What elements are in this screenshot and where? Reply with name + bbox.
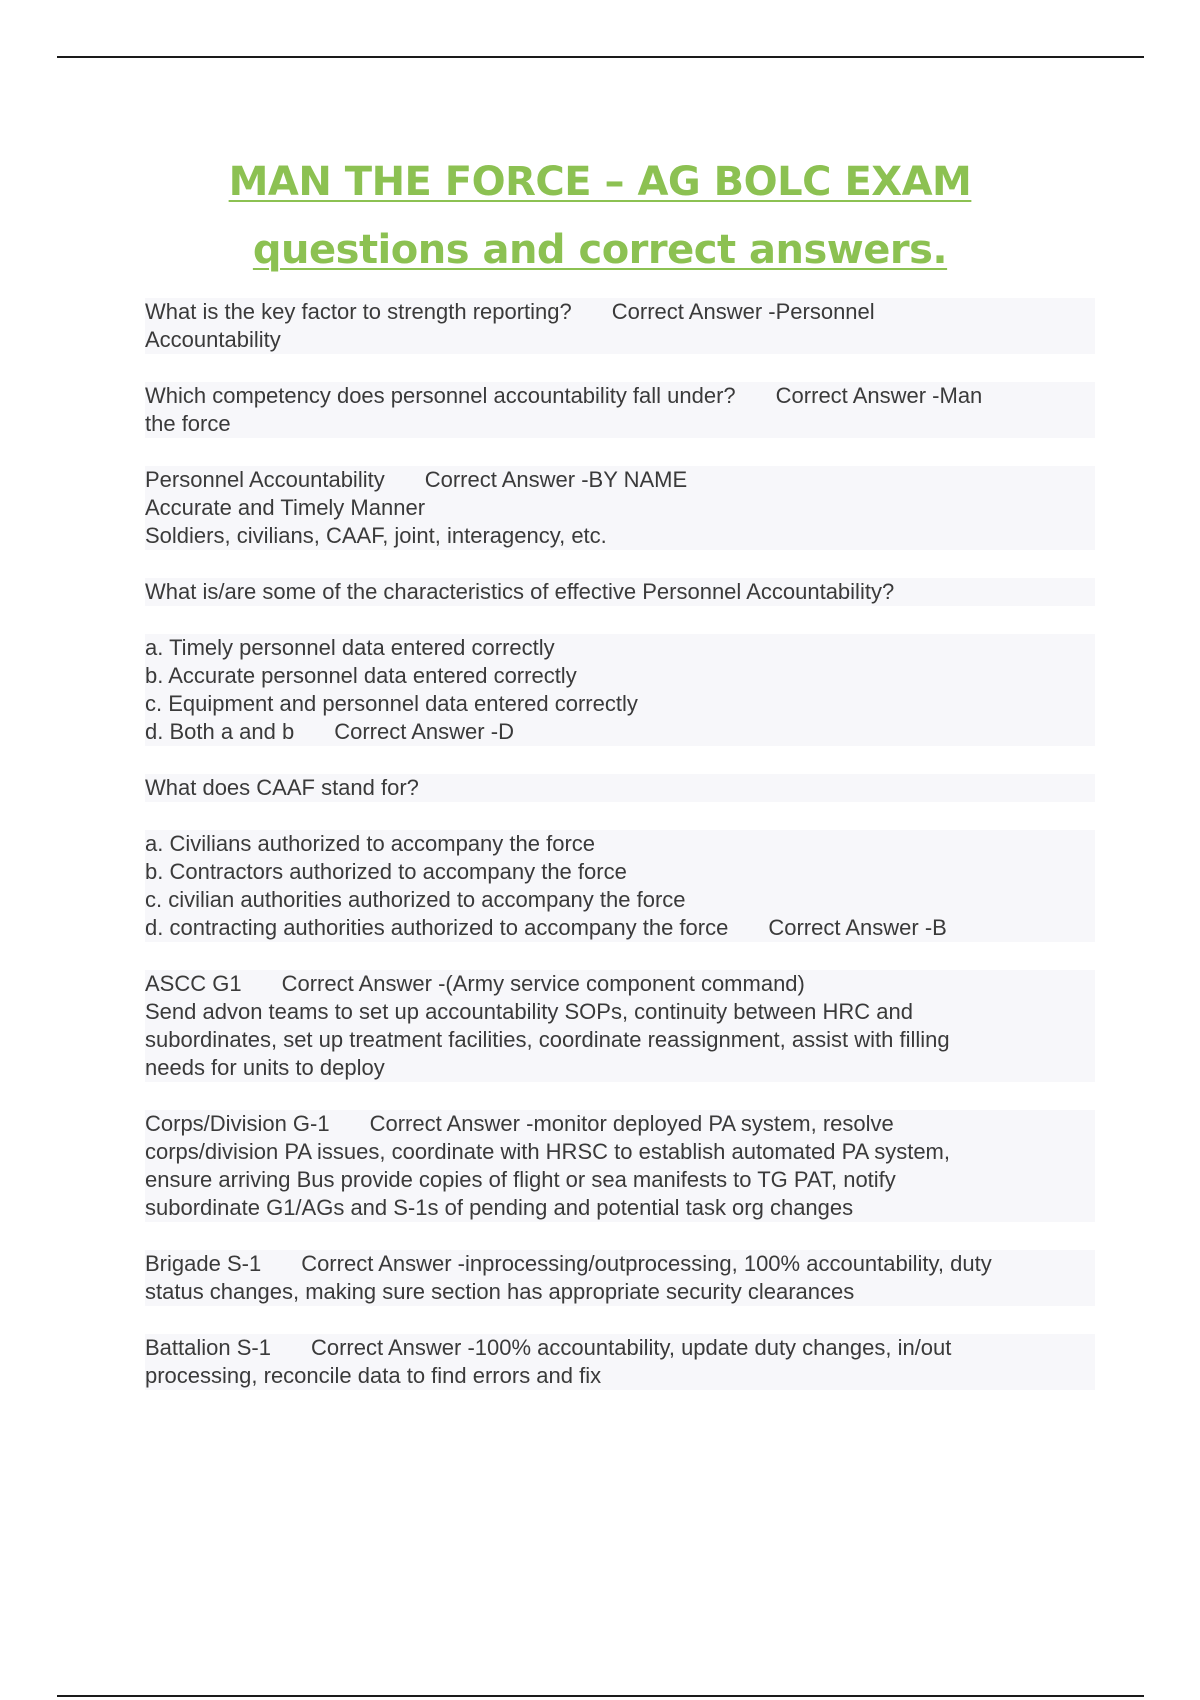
qa-line (145, 466, 1095, 494)
answer-prefix: Correct Answer - (768, 915, 933, 940)
question-text: Battalion S-1 (145, 1335, 271, 1360)
qa-list (145, 298, 1095, 1418)
answer-prefix: Correct Answer - (369, 1111, 534, 1136)
answer-continuation: needs for units to deploy (145, 1054, 1095, 1082)
answer-text: B (932, 915, 947, 940)
answer-continuation: status changes, making sure section has appropriate security clearances (145, 1278, 1095, 1306)
option-list (145, 830, 1095, 942)
answer-text: 100% accountability, update duty changes, in/out (474, 1335, 952, 1360)
option-list (145, 634, 1095, 746)
qa-line (145, 1250, 1095, 1278)
answer-continuation: the force (145, 410, 1095, 438)
option-item-with-answer (145, 914, 1095, 942)
question-text: What is/are some of the characteristics of effective Personnel Accountability? (145, 578, 1095, 606)
answer-prefix: Correct Answer - (310, 1335, 475, 1360)
qa-item (145, 970, 1095, 1082)
answer-prefix: Correct Answer - (301, 1251, 466, 1276)
option-item-with-answer (145, 718, 1095, 746)
question-text: What is the key factor to strength reporting? (145, 299, 572, 324)
qa-item (145, 466, 1095, 550)
answer-prefix: Correct Answer - (611, 299, 776, 324)
option-item: b. Accurate personnel data entered correctly (145, 662, 1095, 690)
answer-prefix: Correct Answer - (334, 719, 499, 744)
answer-text: BY NAME (588, 467, 688, 492)
qa-item (145, 1250, 1095, 1306)
answer-continuation: subordinate G1/AGs and S-1s of pending and potential task org changes (145, 1194, 1095, 1222)
question-text: Brigade S-1 (145, 1251, 262, 1276)
answer-text: (Army service component command) (445, 971, 805, 996)
title-line-2: questions and correct answers. (252, 227, 948, 273)
qa-line (145, 1334, 1095, 1362)
question-text: ASCC G1 (145, 971, 242, 996)
answer-extra-line: Soldiers, civilians, CAAF, joint, interagency, etc. (145, 522, 1095, 550)
answer-continuation: corps/division PA issues, coordinate with HRSC to establish automated PA system, (145, 1138, 1095, 1166)
question-text: Personnel Accountability (145, 467, 385, 492)
answer-continuation: Send advon teams to set up accountability SOPs, continuity between HRC and (145, 998, 1095, 1026)
answer-text: D (498, 719, 514, 744)
answer-continuation: ensure arriving Bus provide copies of flight or sea manifests to TG PAT, notify (145, 1166, 1095, 1194)
option-item: a. Timely personnel data entered correctly (145, 634, 1095, 662)
qa-item (145, 382, 1095, 438)
question-text: What does CAAF stand for? (145, 774, 1095, 802)
answer-text: inprocessing/outprocessing, 100% accountability, duty (465, 1251, 992, 1276)
title-line-1: MAN THE FORCE – AG BOLC EXAM (228, 159, 972, 205)
answer-text: Personnel (775, 299, 875, 324)
qa-item (145, 1110, 1095, 1222)
header-rule (57, 56, 1144, 58)
option-item: b. Contractors authorized to accompany the force (145, 858, 1095, 886)
answer-continuation: processing, reconcile data to find errors and fix (145, 1362, 1095, 1390)
question-text: Which competency does personnel accountability fall under? (145, 383, 736, 408)
answer-text: monitor deployed PA system, resolve (533, 1111, 894, 1136)
footer-rule (57, 1695, 1144, 1697)
answer-prefix: Correct Answer - (424, 467, 589, 492)
qa-line (145, 970, 1095, 998)
qa-item (145, 298, 1095, 354)
answer-continuation: subordinates, set up treatment facilities, coordinate reassignment, assist with filling (145, 1026, 1095, 1054)
qa-item (145, 1334, 1095, 1390)
option-item: c. civilian authorities authorized to accompany the force (145, 886, 1095, 914)
option-item: d. Both a and b (145, 719, 295, 744)
qa-line (145, 298, 1095, 326)
option-item: c. Equipment and personnel data entered correctly (145, 690, 1095, 718)
option-item: d. contracting authorities authorized to accompany the force (145, 915, 729, 940)
answer-prefix: Correct Answer - (775, 383, 940, 408)
option-item: a. Civilians authorized to accompany the force (145, 830, 1095, 858)
answer-text: Man (939, 383, 983, 408)
document-title (0, 148, 1200, 284)
answer-prefix: Correct Answer - (281, 971, 446, 996)
answer-continuation: Accountability (145, 326, 1095, 354)
question-text: Corps/Division G-1 (145, 1111, 330, 1136)
qa-line (145, 1110, 1095, 1138)
answer-extra-line: Accurate and Timely Manner (145, 494, 1095, 522)
qa-line (145, 382, 1095, 410)
